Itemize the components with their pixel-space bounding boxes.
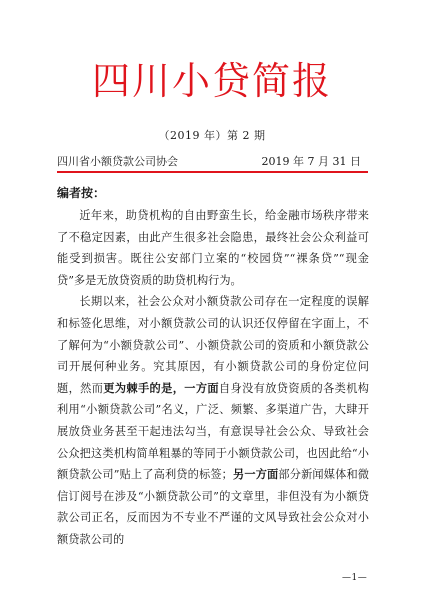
publication-meta [57,153,361,169]
paragraph-1: 近年来，助贷机构的自由野蛮生长，给金融市场秩序带来了不稳定因素，由此产生很多社会隐患，最终社会公众利益可能受到损害。既往公安部门立案的“校园贷”“裸条贷”“现金贷”多是无放贷资质的助贷机构行为。 [57,209,369,287]
paragraph-2-emphasis-b: 另一方面 [232,467,279,482]
editor-note-label: 编者按： [57,186,106,200]
masthead-title: 四川小贷简报 [91,59,332,103]
page-number: —1— [342,573,368,583]
body-text [57,205,369,551]
issue-number: （2019 年）第 2 期 [158,129,266,142]
paragraph-2-text-b: 自身没有放贷资质的各类机构利用“小额贷款公司”名义，广泛、频繁、多渠道广告，大肆开展放贷业务甚至干起违法勾当，有意误导社会公众、导致社会公众把这类机构简单粗暴的等同于小额贷款公司，也因此给“小额贷款公司”贴上了高利贷的标签； [57,381,369,482]
red-divider [57,171,368,173]
paragraph-2 [57,291,369,550]
paragraph-2-text-a: 长期以来，社会公众对小额贷款公司存在一定程度的误解和标签化思维，对小额贷款公司的认识还仅停留在字面上，不了解何为“小额贷款公司”、小额贷款公司的资质和小额贷款公司开展何种业务。究其原因，有小额贷款公司的身份定位问题，然而 [57,295,369,395]
publication-date: 2019 年 7 月 31 日 [261,155,361,168]
paragraph-2-emphasis-a: 更为棘手的是，一方面 [103,380,219,395]
publisher-name: 四川省小额贷款公司协会 [57,155,178,168]
paragraph-2-text-c: 部分新闻媒体和微信订阅号在涉及“小额贷款公司”的文章里，非但没有为小额贷款公司正名，反而因为不专业不严谨的文风导致社会公众对小额贷款公司的 [57,468,369,546]
